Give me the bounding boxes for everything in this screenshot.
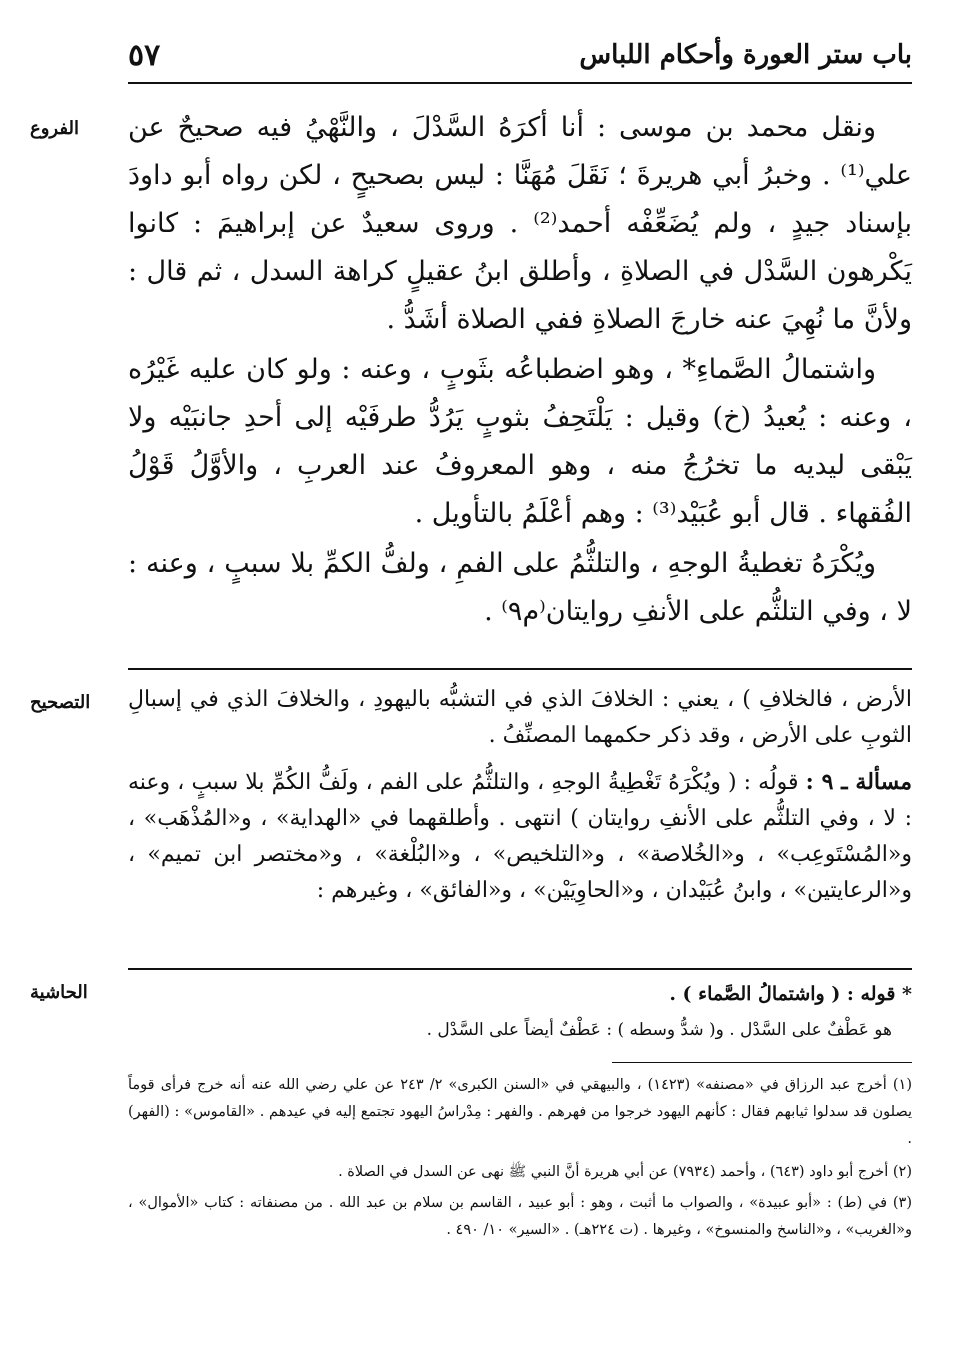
main-paragraph-1: ونقل محمد بن موسى : أنا أكرَهُ السَّدْلَ ، والنَّهْيُ فيه صحيحٌ عن علي⁽¹⁾ . وخبرُ أبي هريرةَ ؛ نَقَلَ مُهَنَّا : ليس بصحيحٍ ، لكن رواه أبو داودَ بإسناد جيدٍ ، ولم يُضَعِّفْه أحمد⁽²⁾ . وروى سعيدٌ عن إبراهيمَ : كانوا يَكْرهون السَّدْل في الصلاةِ ، وأطلق ابنُ عقيلٍ كراهة السدل ، ثم قال : ولأنَّ ما نُهِيَ عنه خارجَ الصلاةِ ففي الصلاة أشَدُّ . <box>128 112 912 335</box>
label-hashiya: الحاشية <box>30 982 88 1003</box>
footnote-separator <box>612 1062 912 1063</box>
tashih-paragraph-1: الأرض ، فالخلافِ ) ، يعني : الخلافَ الذي في التشبُّه باليهودِ ، والخلافَ الذي في إسبالِ الثوبِ على الأرض ، وقد ذكر حكمهما المصنِّفُ . <box>128 687 912 748</box>
tashih-text <box>128 682 912 909</box>
footnote-1: (١) أخرج عبد الرزاق في «مصنفه» (١٤٢٣) ، والبيهقي في «السنن الكبرى» ٢/ ٢٤٣ عن علي رضي الله عنه أنه خرج فرأى قوماً يصلون قد سدلوا ثيابهم فقال : كأنهم اليهود خرجوا من فهرهم . والفهر : مِدْراسُ اليهود تجتمع إليه في عيدهم . «القاموس» : (الفهر) . <box>128 1077 913 1147</box>
hashiya-text <box>128 978 912 1044</box>
main-paragraph-3: ويُكْرَهُ تغطيةُ الوجهِ ، والتلثُّمُ على الفمِ ، ولفُّ الكمِّ بلا سببٍ ، وعنه : لا ، وفي التلثُّم على الأنفِ روايتان⁽م٩⁾ . <box>128 548 912 627</box>
label-furu: الفروع <box>30 118 79 139</box>
hashiya-lemma: * قوله : ( واشتمالُ الصَّماء ) . <box>669 983 912 1005</box>
page-number: ٥٧ <box>128 38 161 73</box>
footnotes <box>128 1072 912 1244</box>
main-paragraph-2: واشتمالُ الصَّماءِ* ، وهو اضطباعُه بثَوبٍ ، وعنه : ولو كان عليه غَيْرُه ، وعنه : يُعيدُ (خ) وقيل : يَلْتَحِفُ بثوبٍ يَرُدُّ طرفَيْه إلى أحدِ جانبَيْه ولا يَبْقى ليديه ما تخرُجُ منه ، وهو المعروفُ عند العربِ ، والأوَّلُ قَوْلُ الفُقهاء . قال أبو عُبَيْد⁽³⁾ : وهم أعْلَمُ بالتأويل . <box>128 354 912 529</box>
hashiya-body: هو عَطْفٌ على السَّدْل . و( شدُّ وسطه ) : عَطْفٌ أيضاً على السَّدْل . <box>426 1020 892 1040</box>
page-header <box>128 38 912 84</box>
masala-label: مسألة ـ ٩ : <box>805 769 913 795</box>
main-text <box>128 104 912 636</box>
tashih-paragraph-2 <box>128 764 912 909</box>
label-tashih: التصحيح <box>30 692 91 713</box>
running-title: باب ستر العورة وأحكام اللباس <box>579 40 912 70</box>
footnote-2: (٢) أخرج أبو داود (٦٤٣) ، وأحمد (٧٩٣٤) عن أبي هريرة أنَّ النبي ﷺ نهى عن السدل في الصلاة . <box>338 1164 912 1180</box>
divider-tashih <box>128 668 912 670</box>
divider-hashiya <box>128 968 912 970</box>
masala-body: قولُه : ( ويُكْرَهُ تَغْطِيةُ الوجهِ ، والتلثُّمُ على الفم ، ولَفُّ الكُمِّ بلا سببٍ ، وعنه : لا ، وفي التلثُّم على الأنفِ روايتان ) انتهى . وأطلقهما في «الهداية» ، و«المُذْهَب» ، و«المُسْتَوعِب» ، و«الخُلاصة» ، و«التلخيص» ، و«البُلْغة» ، و«مختصر ابن تميم» ، و«الرعايتين» ، وابنُ عُبَيْدان ، و«الحاوِيَيْن» ، و«الفائق» ، وغيرهم : <box>128 770 912 903</box>
footnote-3: (٣) في (ط) : «أبو عبيدة» ، والصواب ما أثبت ، وهو : أبو عبيد ، القاسم بن سلام بن عبد الله . من مصنفاته : كتاب «الأموال» ، و«الغريب» ، و«الناسخ والمنسوخ» ، وغيرها . (ت ٢٢٤هـ) . «السير» ١٠/ ٤٩٠ . <box>128 1195 912 1238</box>
